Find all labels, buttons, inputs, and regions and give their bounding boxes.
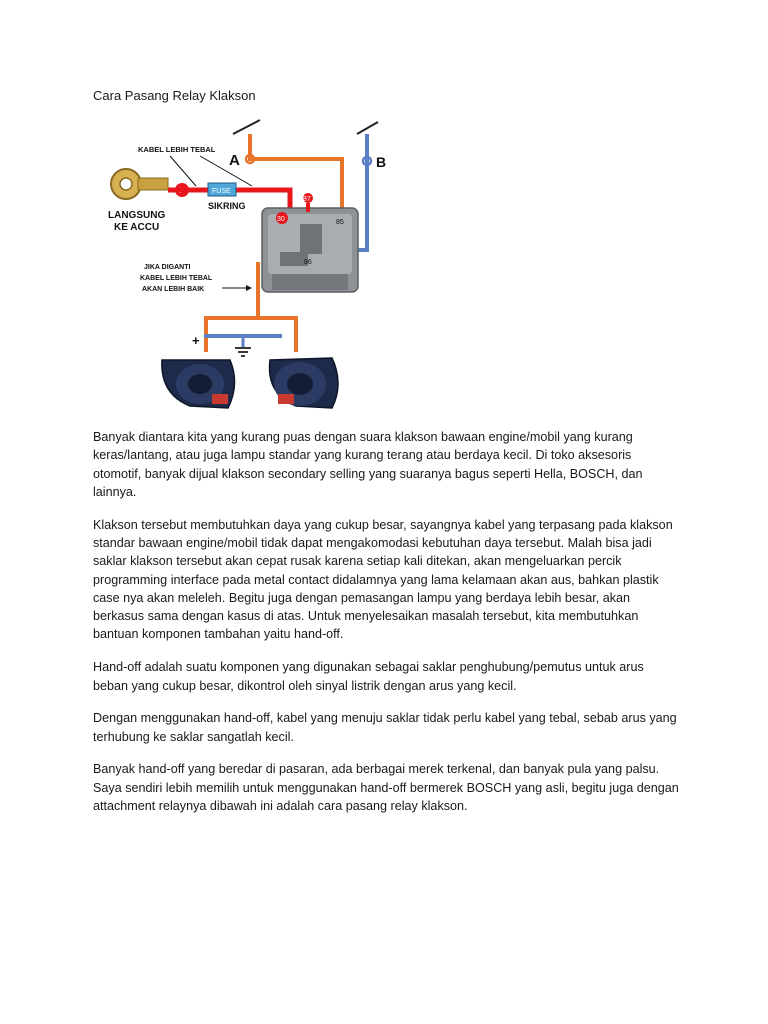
jika-line-2: KABEL LEBIH TEBAL	[140, 275, 213, 282]
battery-ring-terminal	[111, 169, 189, 199]
paragraph-4: Dengan menggunakan hand-off, kabel yang menuju saklar tidak perlu kabel yang tebal, sebab arus yang terhubung ke saklar sangatlah kecil.	[93, 711, 677, 744]
relay-wiring-svg	[100, 112, 400, 417]
sikring-label: SIKRING	[208, 201, 246, 211]
langsung-line-1: LANGSUNG	[108, 210, 166, 221]
paragraph-1: Banyak diantara kita yang kurang puas dengan suara klakson bawaan engine/mobil yang kurang keras/lantang, atau juga lampu standar yang kurang terang atau berdaya kecil. Di toko aksesoris otomotif, banyak dijual klakson secondary selling yang suaranya bagus seperti Hella, BOSCH, dan lainnya.	[93, 430, 643, 499]
pin-30: 30	[277, 216, 285, 223]
paragraph-5: Banyak hand-off yang beredar di pasaran, ada berbagai merek terkenal, dan banyak pula yang palsu. Saya sendiri lebih memilih untuk menggunakan hand-off bermerek BOSCH yang asli, begitu juga dengan attachment relaynya dibawah ini adalah cara pasang relay klakson.	[93, 762, 679, 814]
jika-line-1: JIKA DIGANTI	[144, 264, 191, 271]
plus-text: +	[177, 185, 184, 197]
label-a: A	[229, 152, 240, 169]
horn-right	[270, 358, 338, 408]
fuse-text: FUSE	[212, 188, 231, 195]
paragraph-3: Hand-off adalah suatu komponen yang digunakan sebagai saklar penghubung/pemutus untuk arus beban yang cukup besar, dikontrol oleh sinyal listrik dengan arus yang kecil.	[93, 660, 644, 693]
document-body	[93, 428, 679, 830]
blue-ground-wire	[204, 336, 282, 356]
switch-b	[357, 122, 386, 170]
label-b: B	[376, 154, 387, 170]
switch-a	[229, 120, 260, 169]
orange-wire-a	[250, 134, 342, 220]
document-title: Cara Pasang Relay Klakson	[93, 88, 256, 103]
fuse	[208, 183, 246, 211]
pin-86: 86	[304, 259, 312, 266]
langsung-line-2: KE ACCU	[114, 222, 160, 233]
horn-left	[162, 360, 235, 408]
replacement-callout	[140, 264, 252, 293]
horn-plus: +	[192, 333, 200, 348]
pin-87: 87	[303, 196, 311, 203]
direct-to-battery-label	[108, 210, 165, 233]
pin-85: 85	[336, 219, 344, 226]
kabel-tebal-label: KABEL LEBIH TEBAL	[138, 145, 216, 154]
paragraph-2: Klakson tersebut membutuhkan daya yang cukup besar, sayangnya kabel yang terpasang pada klakson standar bawaan engine/mobil tidak dapat mengakomodasi kebutuhan daya tersebut. Malah bisa jadi saklar klakson tersebut akan cepat rusak karena setiap kali ditekan, akan mengeluarkan percik programming interface pada metal contact didalamnya yang lama kelamaan akan aus, bahkan plastik case nya akan meleleh. Begitu juga dengan pemasangan lampu yang berdaya lebih besar, akan berkasus sama dengan kasus di atas. Untuk menyelesaikan masalah tersebut, kita membutuhkan bantuan komponen tambahan yaitu hand-off.	[93, 517, 673, 642]
relay-wiring-diagram	[100, 112, 400, 417]
jika-line-3: AKAN LEBIH BAIK	[142, 286, 205, 293]
